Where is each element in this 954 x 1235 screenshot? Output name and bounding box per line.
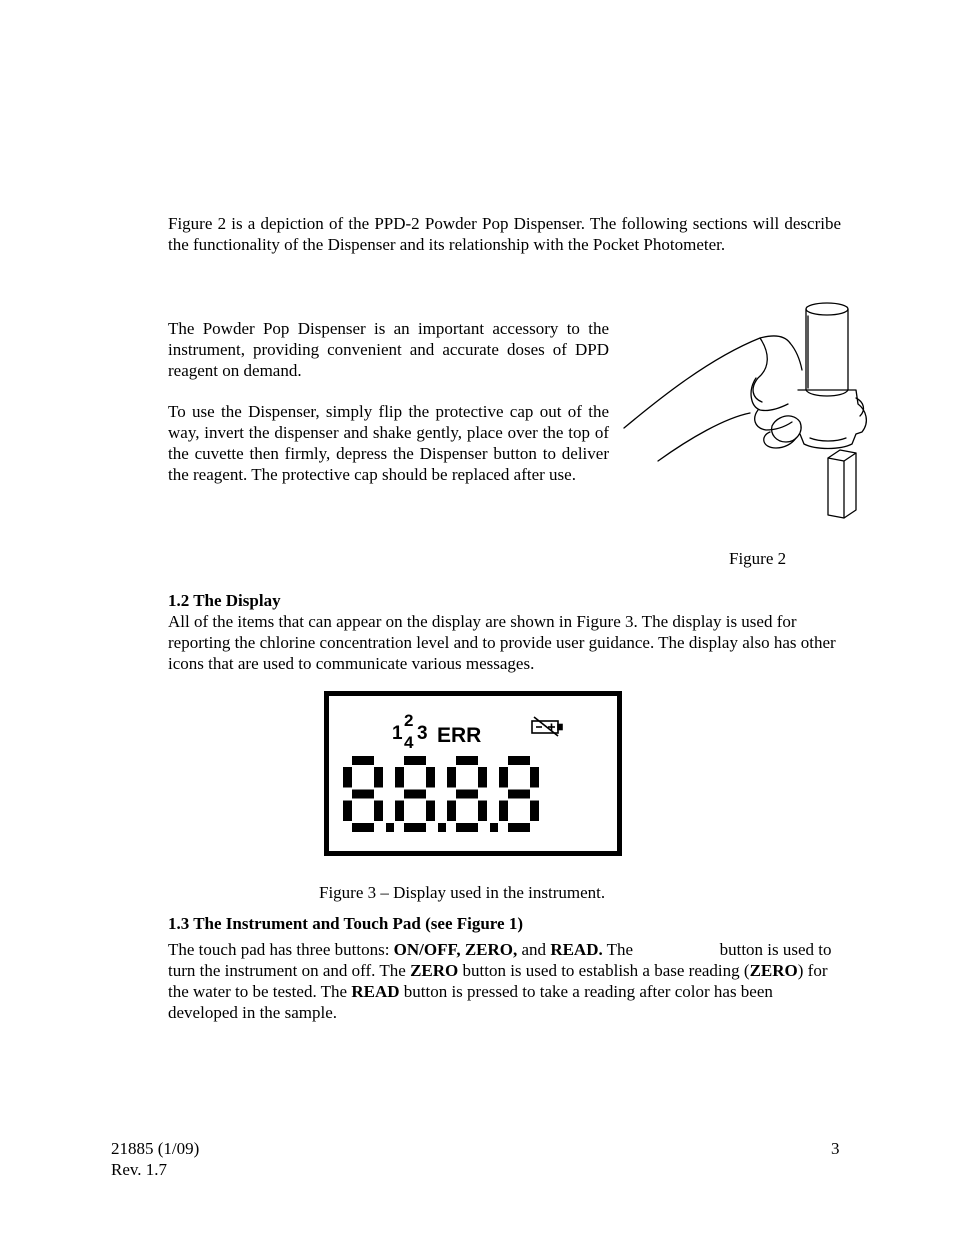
footer-page-number: 3 xyxy=(831,1139,840,1158)
battery-low-icon xyxy=(530,715,566,737)
text-run: The touch pad has three buttons: xyxy=(168,940,394,959)
lcd-digit-four: 4 xyxy=(404,733,414,752)
lcd-segment-d xyxy=(352,823,374,832)
dispenser-illustration xyxy=(620,298,876,522)
intro-paragraph: Figure 2 is a depiction of the PPD-2 Powder Pop Dispenser. The following sections will describe the functionality of the Dispenser and its relationship with the Pocket Photometer. xyxy=(168,214,841,254)
lcd-digit-three: 3 xyxy=(417,723,428,744)
lcd-segment-a xyxy=(404,756,426,765)
bold-text-run: READ xyxy=(351,982,400,1001)
lcd-err-indicator: ERR xyxy=(437,724,482,747)
lcd-segment-e xyxy=(499,801,508,822)
dispenser-paragraph-2: To use the Dispenser, simply flip the protective cap out of the way, invert the dispenser and shake gently, place over the top of the cuvette then firmly, depress the Dispenser button to deliver the reagent. The protective cap should be replaced after use. xyxy=(168,402,609,484)
lcd-decimal-point xyxy=(438,823,446,832)
footer-doc-number: 21885 (1/09) xyxy=(111,1139,200,1158)
lcd-digit-one: 1 xyxy=(392,723,403,744)
lcd-seven-segment-digits xyxy=(343,756,563,840)
display-section-paragraph: All of the items that can appear on the display are shown in Figure 3. The display is used for reporting the chlorine concentration level and to provide user guidance. The display also has other icons that are used to communicate various messages. xyxy=(168,612,836,673)
lcd-segment-b xyxy=(374,767,383,788)
lcd-segment-b xyxy=(478,767,487,788)
lcd-segment-c xyxy=(530,801,539,822)
lcd-decimal-point xyxy=(490,823,498,832)
lcd-segment-g xyxy=(456,790,478,799)
lcd-segment-g xyxy=(508,790,530,799)
lcd-display xyxy=(324,691,622,856)
text-run: ) for the water to be tested. The xyxy=(168,961,828,1001)
lcd-segment-c xyxy=(478,801,487,822)
lcd-segment-b xyxy=(426,767,435,788)
lcd-decimal-point xyxy=(386,823,394,832)
dispenser-paragraph-1: The Powder Pop Dispenser is an important accessory to the instrument, providing convenient and accurate doses of DPD reagent on demand. xyxy=(168,319,609,380)
figure-3-caption: Figure 3 – Display used in the instrument. xyxy=(319,883,606,902)
lcd-segment-f xyxy=(343,767,352,788)
lcd-segment-c xyxy=(426,801,435,822)
lcd-segment-d xyxy=(508,823,530,832)
lcd-segment-a xyxy=(508,756,530,765)
text-run: and xyxy=(517,940,551,959)
lcd-segment-f xyxy=(499,767,508,788)
lcd-segment-e xyxy=(395,801,404,822)
bold-text-run: ON/OFF, ZERO, xyxy=(393,940,518,959)
lcd-segment-g xyxy=(352,790,374,799)
lcd-segment-d xyxy=(404,823,426,832)
text-run: button is used to turn the instrument on and off. The xyxy=(168,940,832,980)
instrument-section-paragraph xyxy=(168,939,843,1023)
lcd-segment-e xyxy=(343,801,352,822)
lcd-segment-a xyxy=(352,756,374,765)
lcd-segment-a xyxy=(456,756,478,765)
bold-text-run: ZERO xyxy=(410,961,459,980)
footer-revision: Rev. 1.7 xyxy=(111,1160,168,1179)
lcd-segment-c xyxy=(374,801,383,822)
lcd-segment-e xyxy=(447,801,456,822)
instrument-section-heading: 1.3 The Instrument and Touch Pad (see Figure 1) xyxy=(168,914,523,933)
figure-2-caption: Figure 2 xyxy=(729,549,787,568)
lcd-segment-g xyxy=(404,790,426,799)
lcd-digit-two: 2 xyxy=(404,711,414,730)
lcd-segment-f xyxy=(395,767,404,788)
lcd-segment-f xyxy=(447,767,456,788)
lcd-segment-d xyxy=(456,823,478,832)
bold-text-run: READ. xyxy=(550,940,603,959)
text-run: button is pressed to take a reading after color has been developed in the sample. xyxy=(168,982,773,1022)
lcd-segment-b xyxy=(530,767,539,788)
bold-text-run: ZERO xyxy=(749,961,798,980)
display-section-heading: 1.2 The Display xyxy=(168,591,281,610)
text-run: button is used to establish a base reading ( xyxy=(458,961,750,980)
text-run: The xyxy=(602,940,638,959)
